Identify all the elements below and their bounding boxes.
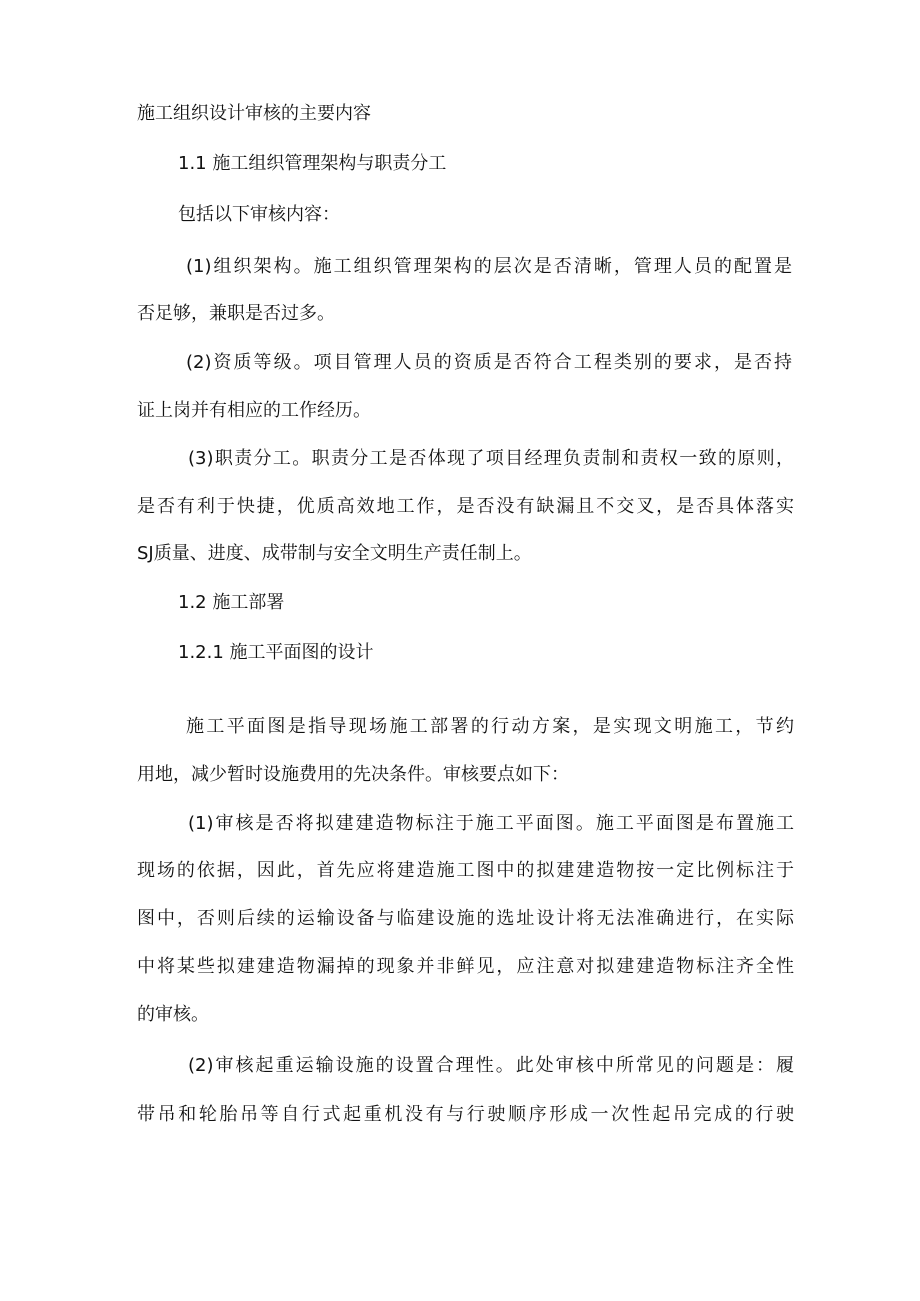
point-1-line-1: (1)审核是否将拟建建造物标注于施工平面图。施工平面图是布置施工 — [188, 813, 794, 834]
section-heading-1-2-1: 1.2.1 施工平面图的设计 — [178, 642, 374, 663]
section-heading-1-1: 1.1 施工组织管理架构与职责分工 — [178, 153, 447, 174]
point-1-line-5: 的审核。 — [137, 1004, 209, 1025]
point-1-line-2: 现场的依据，因此，首先应将建造施工图中的拟建建造物按一定比例标注于 — [137, 860, 794, 881]
section-heading-1-2: 1.2 施工部署 — [178, 592, 285, 613]
item-3-line-3: SJ质量、进度、成带制与安全文明生产责任制上。 — [137, 543, 532, 564]
item-3-line-2: 是否有利于快捷，优质高效地工作，是否没有缺漏且不交叉，是否具体落实 — [137, 496, 794, 517]
point-2-line-2: 带吊和轮胎吊等自行式起重机没有与行驶顺序形成一次性起吊完成的行驶 — [137, 1104, 794, 1125]
item-3-line-1: (3)职责分工。职责分工是否体现了项目经理负责制和责权一致的原则， — [188, 448, 794, 469]
item-2-line-1: (2)资质等级。项目管理人员的资质是否符合工程类别的要求，是否持 — [186, 352, 792, 373]
paragraph-line-2: 用地，减少暂时设施费用的先决条件。审核要点如下： — [137, 764, 569, 785]
intro-text: 包括以下审核内容： — [178, 204, 340, 225]
paragraph-line-1: 施工平面图是指导现场施工部署的行动方案，是实现文明施工，节约 — [186, 716, 794, 737]
item-2-line-2: 证上岗并有相应的工作经历。 — [137, 400, 371, 421]
document-title: 施工组织设计审核的主要内容 — [137, 103, 371, 124]
item-1-line-2: 否足够，兼职是否过多。 — [137, 303, 335, 324]
point-2-line-1: (2)审核起重运输设施的设置合理性。此处审核中所常见的问题是：履 — [188, 1055, 794, 1076]
item-1-line-1: (1)组织架构。施工组织管理架构的层次是否清晰，管理人员的配置是 — [186, 256, 792, 277]
point-1-line-4: 中将某些拟建建造物漏掉的现象并非鲜见，应注意对拟建建造物标注齐全性 — [137, 956, 794, 977]
point-1-line-3: 图中，否则后续的运输设备与临建设施的选址设计将无法准确进行，在实际 — [137, 908, 794, 929]
